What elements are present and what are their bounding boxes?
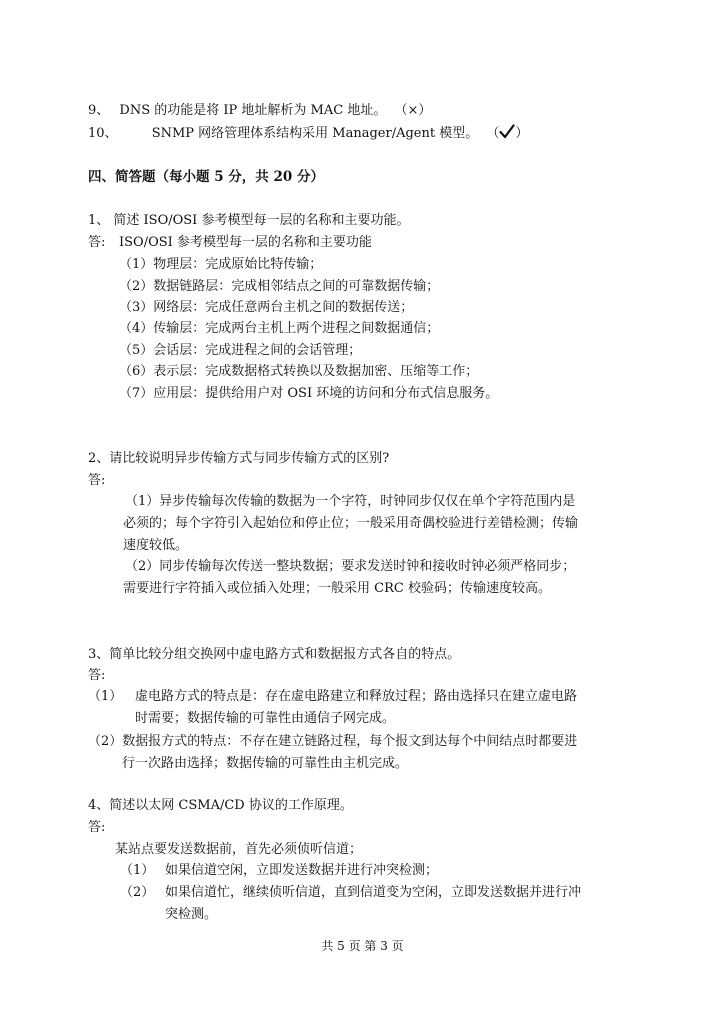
answer-label: 答: <box>88 235 106 250</box>
answer-mark: （×） <box>394 103 432 118</box>
answer-intro: ISO/OSI 参考模型每一层的名称和主要功能 <box>119 235 372 250</box>
answer-mark-close: ） <box>515 126 529 141</box>
osi-layer-item: （4）传输层：完成两台主机上两个进程之间数据通信； <box>119 321 440 336</box>
answer-label: 答: <box>88 668 106 683</box>
answer-line: 虚电路方式的特点是：存在虚电路建立和释放过程；路由选择只在建立虚电路 <box>135 689 578 704</box>
check-mark-icon <box>499 124 515 139</box>
question-3: 3、简单比较分组交换网中虚电路方式和数据报方式各自的特点。 <box>88 647 461 662</box>
item-text: DNS 的功能是将 IP 地址解析为 MAC 地址。 <box>119 103 387 118</box>
answer-line: （2）数据报方式的特点：不存在建立链路过程，每个报文到达每个中间结点时都要进 <box>88 734 578 749</box>
answer-line: 必须的；每个字符引入起始位和停止位；一般采用奇偶校验进行差错检测；传输 <box>123 516 579 531</box>
item-text: SNMP 网络管理体系结构采用 Manager/Agent 模型。 <box>151 126 479 141</box>
item-number: 9、 <box>88 103 110 118</box>
osi-layer-item: （6）表示层：完成数据格式转换以及数据加密、压缩等工作； <box>119 364 479 379</box>
answer-item-number: （1） <box>120 863 155 878</box>
answer-line: 行一次路由选择；数据传输的可靠性由主机完成。 <box>122 756 409 771</box>
answer-line: 时需要；数据传输的可靠性由通信子网完成。 <box>135 711 396 726</box>
osi-layer-item: （2）数据链路层：完成相邻结点之间的可靠数据传输； <box>119 279 440 294</box>
osi-layer-item: （5）会话层：完成进程之间的会话管理； <box>119 343 362 358</box>
answer-item-number: （1） <box>88 689 123 704</box>
judgment-item-10 <box>88 124 528 143</box>
question-1: 1、 简述 ISO/OSI 参考模型每一层的名称和主要功能。 <box>88 213 410 228</box>
item-number: 10、 <box>88 126 118 141</box>
answer-line: （1）异步传输每次传输的数据为一个字符，时钟同步仅仅在单个字符范围内是 <box>125 494 576 509</box>
answer-line: 需要进行字符插入或位插入处理；一般采用 CRC 校验码；传输速度较高。 <box>123 581 551 596</box>
answer-intro: 某站点要发送数据前，首先必须侦听信道； <box>115 842 363 857</box>
answer-item-number: （2） <box>120 885 155 900</box>
question-2: 2、请比较说明异步传输方式与同步传输方式的区别? <box>88 451 390 466</box>
answer-label: 答: <box>88 473 106 488</box>
answer-line: 突检测。 <box>165 907 218 922</box>
answer-line: 如果信道空闲，立即发送数据并进行冲突检测； <box>165 863 439 878</box>
answer-mark-open: （ <box>486 126 500 141</box>
osi-layer-item: （3）网络层：完成任意两台主机之间的数据传送； <box>119 300 414 315</box>
answer-line: 如果信道忙，继续侦听信道，直到信道变为空闲，立即发送数据并进行冲 <box>165 885 582 900</box>
question-4: 4、简述以太网 CSMA/CD 协议的工作原理。 <box>88 798 353 813</box>
osi-layer-item: （1）物理层：完成原始比特传输； <box>119 257 323 272</box>
section-title: 四、简答题（每小题 5 分，共 20 分） <box>88 169 324 185</box>
judgment-item-9 <box>88 102 431 120</box>
answer-line: （2）同步传输每次传送一整块数据；要求发送时钟和接收时钟必须严格同步； <box>125 559 576 574</box>
osi-layer-item: （7）应用层：提供给用户对 OSI 环境的访问和分布式信息服务。 <box>119 386 499 401</box>
page-footer: 共 5 页 第 3 页 <box>321 939 404 953</box>
answer-label: 答: <box>88 820 106 835</box>
answer-line: 速度较低。 <box>123 538 189 553</box>
